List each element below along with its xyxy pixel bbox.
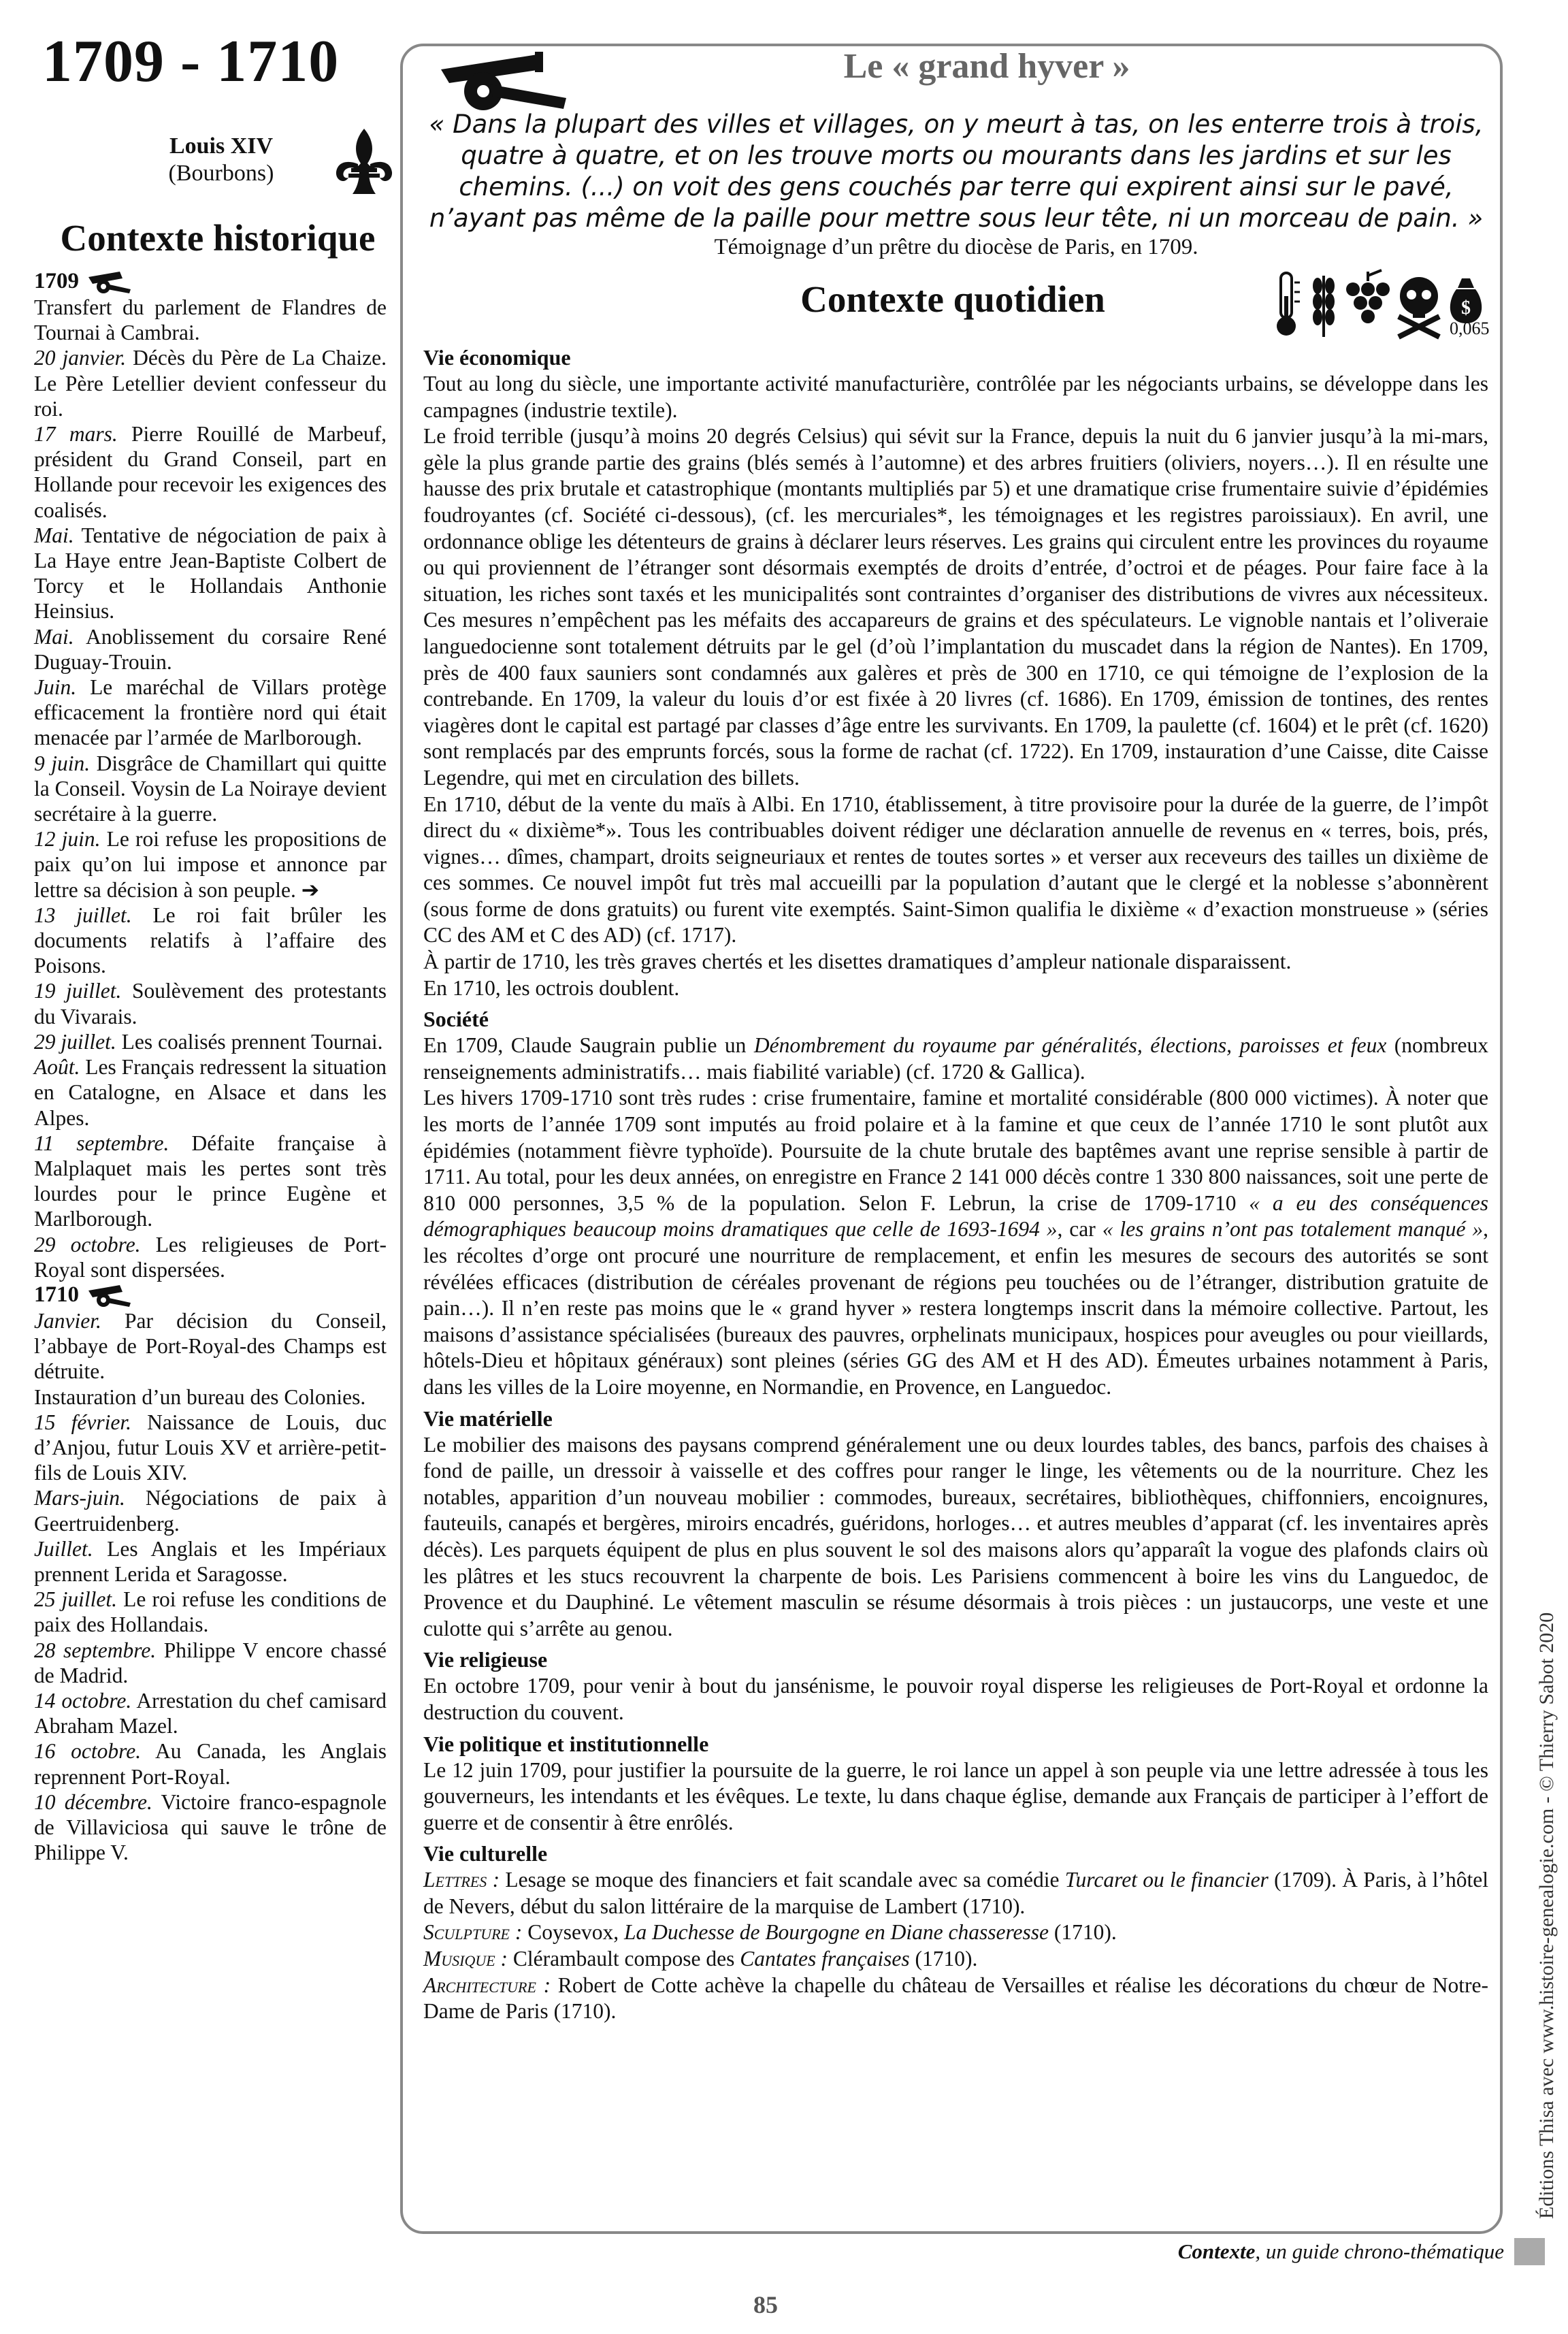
testimony-quote: « Dans la plupart des villes et villages, on y meurt à tas, on les enterre trois à trois, quatre à quatre, et on les trouve morts ou mourants dans les jardins et sur les chemins. (...) on voit des gens couchés par terre qui expirent ainsi sur le pavé, n’ayant pas même de la paille pour mettre sous leur tête, ni un morceau de pain. » (429, 110, 1484, 233)
text: En 1709, Claude Saugrain publie un (423, 1033, 754, 1058)
year-heading-1709 (34, 269, 387, 295)
event-text: Les religieuses de Port-Royal sont dispersées. (34, 1232, 387, 1282)
event-item (34, 1587, 387, 1637)
event-item (34, 1232, 387, 1282)
dynasty: (Bourbons) (168, 161, 274, 186)
event-item (34, 1638, 387, 1688)
text: , les récoltes d’orge ont procuré une nourriture de remplacement, et enfin les mesures de secours des autorités se sont révélées efficaces (distribution de céréales provenant de régions peu touchées ou de l’étranger, distribution gratuite de pain…). Il n’en reste pas moins que le « grand hyver » restera longtemps inscrit dans la mémoire collective. Partout, les maisons d’assistance spécialisées (bureaux des pauvres, orphelinats municipaux, hospices pour aveugles ou pour vieillards, hôtels-Dieu et hôpitaux généraux) sont pleines (séries GG des AM et H des AD). Émeutes urbaines notamment à Paris, dans les villes de la Loire moyenne, en Normandie, en Provence, en Languedoc. (423, 1217, 1488, 1399)
paragraph-music (423, 1946, 1488, 1973)
footer-marker (1514, 2238, 1545, 2265)
paragraph: Le mobilier des maisons des paysans comprend généralement une ou deux lourdes tables, des bancs, parfois des chaises à fond de paille, un dressoir à vaisselle et des coffres pour ranger le linge, les vêtements ou de la nourriture. Chez les notables, apparition d’un nouveau mobilier : commodes, bureaux, secrétaires, bibliothèques, chiffonniers, encoignures, fauteuils, canapés et bergères, miroirs encadrés, guéridons, horloges… et autres meubles d’apparat (cf. les inventaires après décès). Les parquets équipent de plus en plus souvent le sol des maisons alors qu’apparaît la vogue des plafonds clairs où les plâtres et les stucs recouvrent la charpente de bois. Les Parisiens commencent à boire les vins du Languedoc, de Provence et du Dauphiné. Le vêtement masculin se résume désormais à trois pièces : un justaucorps, une veste et une culotte qui s’arrête au genou. (423, 1432, 1488, 1640)
event-date: 28 septembre. (34, 1638, 157, 1662)
event-text: Transfert du parlement de Flandres de Tournai à Cambrai. (34, 295, 387, 345)
text: Coysevox, (522, 1920, 624, 1945)
event-date: 25 juillet. (34, 1587, 118, 1612)
year-heading-1710 (34, 1282, 387, 1308)
event-text: Les Anglais et les Impériaux prennent Lerida et Saragosse. (34, 1536, 387, 1586)
event-text: Anoblissement du corsaire René Duguay-Trouin. (34, 624, 387, 674)
event-date: 9 juin. (34, 751, 91, 775)
daily-context-content (423, 344, 1488, 2029)
event-item (34, 1485, 387, 1536)
event-item (34, 523, 387, 624)
event-text: Tentative de négociation de paix à La Haye entre Jean-Baptiste Colbert de Torcy et le Hollandais Anthonie Heinsius. (34, 523, 387, 623)
event-item (34, 1789, 387, 1866)
event-item (34, 295, 387, 345)
side-credit (1509, 1484, 1558, 2219)
work-title: Turcaret ou le financier (1064, 1868, 1269, 1892)
event-text: Négociations de paix à Geertruidenberg. (34, 1486, 387, 1536)
event-item (34, 826, 387, 903)
svg-text:$: $ (1461, 297, 1471, 319)
event-date: 19 juillet. (34, 979, 122, 1003)
event-text: Le roi refuse les propositions de paix qu’on lui impose et annonce par lettre sa décision à son peuple. ➔ (34, 827, 387, 902)
event-date: 15 février. (34, 1410, 131, 1434)
event-item (34, 1738, 387, 1789)
guide-name: Contexte (1177, 2239, 1256, 2263)
section-religion (423, 1646, 1488, 1725)
event-text: Naissance de Louis, duc d’Anjou, futur Louis XV et arrière-petit-fils de Louis XIV. (34, 1410, 387, 1485)
credit-text: Éditions Thisa avec www.histoire-genealogie.com - © Thierry Sabot 2020 (1535, 1612, 1558, 2219)
event-item (34, 978, 387, 1028)
paragraph (423, 1033, 1488, 1085)
thermometer-icon (1277, 273, 1300, 336)
event-date: Juin. (34, 675, 77, 700)
guide-subtitle: , un guide chrono-thématique (1255, 2239, 1504, 2263)
event-date: 16 octobre. (34, 1739, 142, 1764)
paragraph: Tout au long du siècle, une importante activité manufacturière, contrôlée par les négociants urbains, se développe dans les campagnes (industrie textile). (423, 372, 1488, 422)
paragraph: En 1710, les octrois doublent. (423, 975, 680, 1000)
event-date: 12 juin. (34, 827, 101, 852)
section-title: Vie religieuse (423, 1647, 548, 1672)
paragraph-letters (423, 1867, 1488, 1919)
quote-source: Témoignage d’un prêtre du diocèse de Paris, en 1709. (714, 235, 1198, 259)
citation: « a eu des conséquences démographiques beaucoup moins dramatiques que celle de 1693-1694 » (423, 1190, 1488, 1242)
event-date: 10 décembre. (34, 1789, 152, 1814)
work-title: Cantates françaises (740, 1947, 910, 1971)
event-text: Défaite française à Malplaquet mais les pertes sont très lourdes pour le prince Eugène et Marlborough. (34, 1131, 387, 1231)
event-date: 20 janvier. (34, 346, 127, 370)
text: Lesage se moque des financiers et fait scandale avec sa comédie (500, 1868, 1065, 1892)
event-item (34, 1410, 387, 1486)
text: Clérambault compose des (508, 1947, 740, 1971)
footer-guide (953, 2239, 1504, 2264)
event-date: 17 mars. (34, 422, 118, 447)
event-text: Les Français redressent la situation en Catalogne, en Alsace et dans les Alpes. (34, 1055, 387, 1130)
event-date: Juillet. (34, 1536, 93, 1561)
event-date: 14 octobre. (34, 1688, 132, 1713)
paragraph: En 1710, début de la vente du maïs à Albi. En 1710, établissement, à titre provisoire pour la durée de la guerre, de l’impôt direct du « dixième*». Tous les contribuables doivent rédiger une déclaration annuelle de revenus en « terres, bois, prés, vignes… dîmes, champart, droits seigneuriaux et rentes de toutes sortes » et verser aux receveurs des tailles un dixième de ces sommes. Ce nouvel impôt fut très mal accueilli par la population d’autant que le clergé et la noblesse s’abonnèrent (sous forme de dons gratuits) ou furent vite exemptés. Saint-Simon qualifia le dixième « d’exaction monstrueuse » (séries CC des AM et C des AD) (cf. 1717). (423, 792, 1488, 947)
historical-context-title: Contexte historique (60, 217, 376, 259)
reign-info (122, 133, 320, 187)
event-item (34, 903, 387, 979)
money-bag-icon (1450, 278, 1482, 323)
section-culture (423, 1840, 1488, 2025)
event-item (34, 1308, 387, 1384)
citation: « les grains n’ont pas totalement manqué » (1102, 1217, 1484, 1242)
event-date: Août. (34, 1055, 80, 1080)
section-title: Vie matérielle (423, 1406, 553, 1431)
text: Les hivers 1709-1710 sont très rudes : crise frumentaire, famine et mortalité considérable (800 000 victimes). À noter que les morts de l’année 1709 sont imputés au froid polaire et à la famine et que ceux de l’année 1710 le sont plutôt aux épidémies (notamment fièvre typhoïde). Poursuite de la chute brutale des baptêmes avant une reprise sensible à partir de 1711. Au total, pour les deux années, on enregistre en France 2 141 000 décès contre 1 330 800 naissances, soit une perte de 810 000 personnes, 3,5 % de la population. Selon F. Lebrun, la crise de 1709-1710 (423, 1086, 1488, 1215)
event-date: 29 juillet. (34, 1029, 116, 1054)
category-label: Musique : (423, 1947, 508, 1971)
event-item (34, 751, 387, 827)
section-economy (423, 344, 1488, 1001)
fleur-de-lis-icon (333, 126, 395, 201)
event-date: 11 septembre. (34, 1131, 169, 1155)
section-society (423, 1005, 1488, 1400)
event-text: Disgrâce de Chamillart qui quitte la Conseil. Voysin de La Noiraye devient secrétaire à la guerre. (34, 751, 387, 826)
event-item (34, 1536, 387, 1587)
text: (1709). À Paris, à l’hôtel de Nevers, début du salon littéraire de la marquise de Lambert (1710). (423, 1868, 1488, 1918)
events-1710 (34, 1308, 387, 1865)
wheat-icon (1313, 276, 1335, 337)
event-date: Mai. (34, 523, 74, 547)
event-item (34, 421, 387, 523)
event-text: Le roi fait brûler les documents relatifs à l’affaire des Poisons. (34, 903, 387, 978)
event-date: 13 juillet. (34, 903, 132, 927)
event-text: Le roi refuse les conditions de paix des Hollandais. (34, 1587, 387, 1637)
event-date: Mai. (34, 624, 74, 649)
event-item (34, 1054, 387, 1131)
category-label: Lettres : (423, 1868, 500, 1892)
king-name: Louis XIV (169, 133, 274, 159)
year-label: 1709 (34, 269, 79, 294)
event-date: Janvier. (34, 1308, 101, 1333)
cannon-icon (436, 49, 572, 114)
paragraph-sculpture (423, 1919, 1488, 1946)
section-title: Vie économique (423, 345, 571, 370)
text: (1710). (1049, 1920, 1117, 1945)
index-value: 0,065 (1450, 319, 1490, 338)
page-title: 1709 - 1710 (42, 29, 340, 95)
section-material (423, 1405, 1488, 1642)
daily-context-title: Contexte quotidien (800, 278, 1105, 320)
event-item (34, 345, 387, 421)
event-item (34, 1131, 387, 1232)
text: (nombreux renseignements administratifs… mais fiabilité variable) (cf. 1720 & Gallica). (423, 1033, 1488, 1084)
event-text: Le maréchal de Villars protège efficacement la frontière nord qui était menacée par l’armée de Marlborough. (34, 675, 387, 750)
paragraph: En octobre 1709, pour venir à bout du jansénisme, le pouvoir royal disperse les religieuses de Port-Royal et ordonne la destruction du couvent. (423, 1674, 1488, 1724)
cannon-icon (86, 269, 133, 295)
skull-crossbones-icon (1399, 277, 1439, 337)
event-item (34, 1688, 387, 1738)
text: (1710). (909, 1947, 978, 1971)
paragraph: À partir de 1710, les très graves chertés et les disettes dramatiques d’ampleur nationale disparaissent. (423, 950, 1292, 974)
section-title: Vie politique et institutionnelle (423, 1731, 709, 1756)
page-number: 85 (753, 2291, 778, 2318)
grapes-icon (1346, 270, 1390, 323)
year-label: 1710 (34, 1282, 79, 1308)
text: , car (1057, 1217, 1102, 1242)
cannon-icon (86, 1282, 133, 1308)
paragraph: Le 12 juin 1709, pour justifier la poursuite de la guerre, le roi lance un appel à son peuple via une lettre adressée à tous les gouverneurs, les intendants et les évêques. Le texte, lu dans chaque église, demande aux Français de participer à l’effort de guerre et de consentir à être enrôlés. (423, 1757, 1488, 1834)
event-text: Philippe V encore chassé de Madrid. (34, 1638, 387, 1687)
event-item (34, 624, 387, 675)
event-text: Arrestation du chef camisard Abraham Mazel. (34, 1688, 387, 1738)
category-label: Sculpture : (423, 1920, 523, 1945)
text: Robert de Cotte achève la chapelle du château de Versailles et réalise les décorations du chœur de Notre-Dame de Paris (1710). (423, 1973, 1489, 2024)
work-title: La Duchesse de Bourgogne en Diane chasseresse (623, 1920, 1049, 1945)
category-label: Architecture : (423, 1973, 551, 1997)
section-title: Société (423, 1007, 489, 1032)
event-text: Pierre Rouillé de Marbeuf, président du Grand Conseil, part en Hollande pour recevoir les exigences des coalisés. (34, 422, 387, 522)
box-title: Le « grand hyver » (843, 47, 1130, 86)
event-date: 29 octobre. (34, 1232, 141, 1257)
event-date: Mars-juin. (34, 1486, 125, 1510)
events-1709 (34, 295, 387, 1282)
event-text: Les coalisés prennent Tournai. (116, 1029, 383, 1054)
paragraph (423, 1085, 1488, 1400)
event-text: Par décision du Conseil, l’abbaye de Port-Royal-des Champs est détruite. (34, 1308, 387, 1384)
chronology-column (34, 269, 387, 1865)
event-item (34, 1384, 387, 1410)
event-text: Au Canada, les Anglais reprennent Port-Royal. (34, 1739, 387, 1789)
section-title: Vie culturelle (423, 1841, 548, 1866)
event-item (34, 1029, 387, 1054)
paragraph: Le froid terrible (jusqu’à moins 20 degrés Celsius) qui sévit sur la France, depuis la nuit du 6 janvier jusqu’à la mi-mars, gèle la plus grande partie des grains (blés semés à l’automne) et des arbres fruitiers (oliviers, noyers…). Il en résulte une hausse des prix brutale et catastrophique (montants multipliés par 5) et une dramatique crise frumentaire suivie d’épidémies foudroyantes (cf. Société ci-dessous), (cf. les mercuriales*, les témoignages et les registres paroissiaux). En avril, une ordonnance oblige les détenteurs de grains à déclarer leurs réserves. Les grains qui circulent entre les provinces du royaume ou qui proviennent de l’étranger sont désormais exemptés de droits d’entrée, d’octroi et de péages. Pour faire face à la situation, les riches sont taxés et les municipalités sont contraintes d’organiser des distributions de vivres aux nécessiteux. Ces mesures n’empêchent pas les méfaits des accapareurs de grains et des spéculateurs. Le vignoble nantais et l’oliveraie languedocienne sont totalement détruits par le gel (d’où l’implantation du muscadet dans la région de Nantes). En 1709, près de 400 faux sauniers sont condamnés aux galères et près de 300 en 1710, ce qui témoigne de l’explosion de la contrebande. En 1709, la valeur du louis d’or est fixée à 20 livres (cf. 1686). En 1709, émission de tontines, des rentes viagères dont le capital est partagé par classes d’âge entre les survivants. En 1709, la paulette (cf. 1604) et le prêt (cf. 1620) sont remplacés par des emprunts forcés, sous la forme de rachat (cf. 1722). En 1709, instauration d’une Caisse, dite Caisse Legendre, qui met en circulation des billets. (423, 424, 1488, 790)
economy-paragraphs (423, 371, 1488, 1001)
paragraph-architecture (423, 1973, 1488, 2025)
event-text: Décès du Père de La Chaize. Le Père Letellier devient confesseur du roi. (34, 346, 387, 421)
event-item (34, 675, 387, 751)
event-text: Victoire franco-espagnole de Villaviciosa qui sauve le trône de Philippe V. (34, 1789, 387, 1865)
book-title: Dénombrement du royaume par généralités, élections, paroisses et feux (753, 1033, 1387, 1058)
event-text: Soulèvement des protestants du Vivarais. (34, 979, 387, 1028)
event-text: Instauration d’un bureau des Colonies. (34, 1384, 366, 1409)
section-politics (423, 1730, 1488, 1836)
